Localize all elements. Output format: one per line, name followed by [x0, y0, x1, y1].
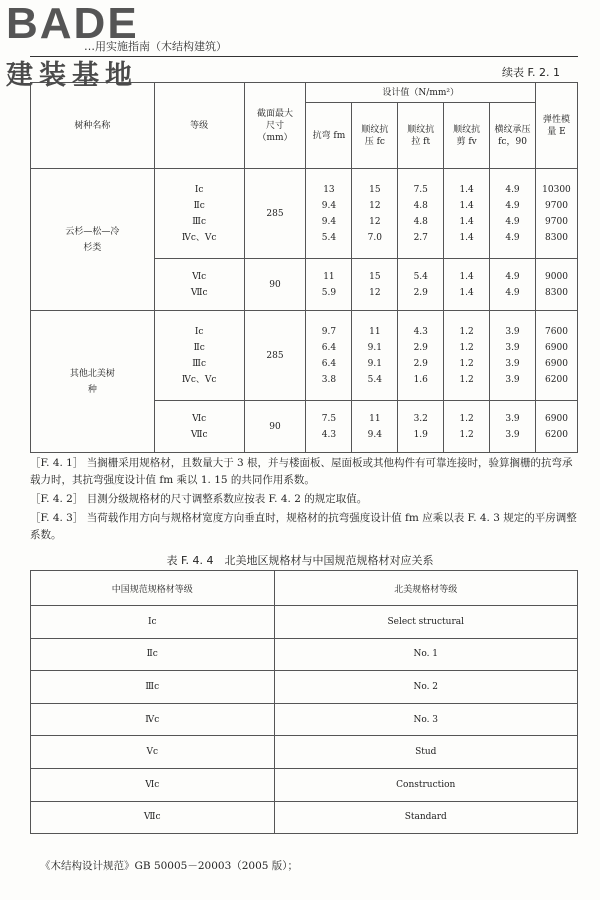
table-row — [31, 703, 578, 736]
e-cell: 9000 8300 — [535, 259, 577, 311]
grade-cell: Ⅰc Ⅱc Ⅲc Ⅳc、Ⅴc — [154, 311, 244, 401]
table-row — [31, 606, 578, 639]
china-grade-cell: Ⅱc — [31, 638, 275, 671]
na-grade-cell: No. 2 — [274, 671, 577, 704]
size-cell: 90 — [244, 401, 306, 453]
grade-cell: Ⅵc Ⅶc — [154, 401, 244, 453]
fm-cell: 9.7 6.4 6.4 3.8 — [306, 311, 352, 401]
ft-cell: 5.4 2.9 — [398, 259, 444, 311]
species-cell: 其他北美树种 — [31, 311, 155, 453]
grade-mapping-table — [30, 570, 578, 834]
footer-reference: 《木结构设计规范》GB 50005－20003（2005 版）； — [40, 860, 299, 872]
fm-cell: 7.5 4.3 — [306, 401, 352, 453]
fc-cell: 11 9.4 — [352, 401, 398, 453]
fc90-cell: 3.9 3.9 3.9 3.9 — [490, 311, 536, 401]
grade-cell: Ⅰc Ⅱc Ⅲc Ⅳc、Ⅴc — [154, 169, 244, 259]
fc90-cell: 4.9 4.9 4.9 4.9 — [490, 169, 536, 259]
header-grade: 等级 — [154, 83, 244, 169]
na-grade-cell: Construction — [274, 768, 577, 801]
ft-cell: 4.3 2.9 2.9 1.6 — [398, 311, 444, 401]
table-row — [31, 169, 578, 259]
design-values-table — [30, 82, 578, 453]
na-grade-cell: No. 1 — [274, 638, 577, 671]
china-grade-cell: Ⅶc — [31, 801, 275, 834]
fm-cell: 13 9.4 9.4 5.4 — [306, 169, 352, 259]
fc-cell: 15 12 12 7.0 — [352, 169, 398, 259]
e-cell: 6900 6200 — [535, 401, 577, 453]
fv-cell: 1.4 1.4 — [444, 259, 490, 311]
species-cell: 云杉—松—冷杉类 — [31, 169, 155, 311]
paragraph-f42: ［F. 4. 2］ 目测分级规格材的尺寸调整系数应按表 F. 4. 2 的规定取值。 — [30, 493, 368, 505]
fv-cell: 1.4 1.4 1.4 1.4 — [444, 169, 490, 259]
logo — [6, 2, 139, 92]
running-header: …用实施指南（木结构建筑） — [84, 40, 227, 53]
na-grade-cell: No. 3 — [274, 703, 577, 736]
table-continuation-label: 续表 F. 2. 1 — [501, 66, 560, 79]
size-cell: 285 — [244, 169, 306, 259]
table-row — [31, 638, 578, 671]
na-grade-cell: Standard — [274, 801, 577, 834]
logo-text-en: BADE — [6, 0, 139, 48]
paragraph-f41: ［F. 4. 1］ 当搁栅采用规格材，且数量大于 3 根，并与楼面板、屋面板或其他构件有可靠连接时，验算搁栅的抗弯承载力时，其抗弯强度设计值 fm 乘以 1. 15 的共同作用系数。 — [30, 457, 573, 486]
size-cell: 90 — [244, 259, 306, 311]
china-grade-cell: Ⅳc — [31, 703, 275, 736]
header-bending: 抗弯 fm — [306, 103, 352, 169]
fv-cell: 1.2 1.2 1.2 1.2 — [444, 311, 490, 401]
ft-cell: 7.5 4.8 4.8 2.7 — [398, 169, 444, 259]
paragraph-f43: ［F. 4. 3］ 当荷载作用方向与规格材宽度方向垂直时，规格材的抗弯强度设计值 fm 应乘以表 F. 4. 3 规定的平房调整系数。 — [30, 512, 577, 541]
header-china-grade: 中国规范规格材等级 — [31, 571, 275, 606]
ft-cell: 3.2 1.9 — [398, 401, 444, 453]
header-comp-perp: 横纹承压 fc，90 — [490, 103, 536, 169]
na-grade-cell: Select structural — [274, 606, 577, 639]
table-row — [31, 768, 578, 801]
size-cell: 285 — [244, 311, 306, 401]
fc90-cell: 4.9 4.9 — [490, 259, 536, 311]
china-grade-cell: Ⅵc — [31, 768, 275, 801]
header-species: 树种名称 — [31, 83, 155, 169]
fv-cell: 1.2 1.2 — [444, 401, 490, 453]
fc90-cell: 3.9 3.9 — [490, 401, 536, 453]
logo-text-cn: 建装基地 — [6, 60, 138, 91]
header-design-values: 设计值（N/mm²） — [306, 83, 535, 103]
china-grade-cell: Ⅰc — [31, 606, 275, 639]
header-na-grade: 北美规格材等级 — [274, 571, 577, 606]
header-max-size: 截面最大尺寸（mm） — [244, 83, 306, 169]
china-grade-cell: Ⅲc — [31, 671, 275, 704]
grade-cell: Ⅵc Ⅶc — [154, 259, 244, 311]
china-grade-cell: Ⅴc — [31, 736, 275, 769]
fc-cell: 15 12 — [352, 259, 398, 311]
header-shear-parallel: 顺纹抗剪 fv — [444, 103, 490, 169]
table-row — [31, 311, 578, 401]
fm-cell: 11 5.9 — [306, 259, 352, 311]
table-caption: 表 F. 4. 4 北美地区规格材与中国规范规格材对应关系 — [166, 554, 434, 567]
header-tension-parallel: 顺纹抗拉 ft — [398, 103, 444, 169]
header-comp-parallel: 顺纹抗压 fc — [352, 103, 398, 169]
table-row — [31, 671, 578, 704]
table-row — [31, 736, 578, 769]
e-cell: 10300 9700 9700 8300 — [535, 169, 577, 259]
e-cell: 7600 6900 6900 6200 — [535, 311, 577, 401]
fc-cell: 11 9.1 9.1 5.4 — [352, 311, 398, 401]
table-header-row — [31, 571, 578, 606]
table-row — [31, 801, 578, 834]
header-modulus: 弹性模量 E — [535, 83, 577, 169]
na-grade-cell: Stud — [274, 736, 577, 769]
